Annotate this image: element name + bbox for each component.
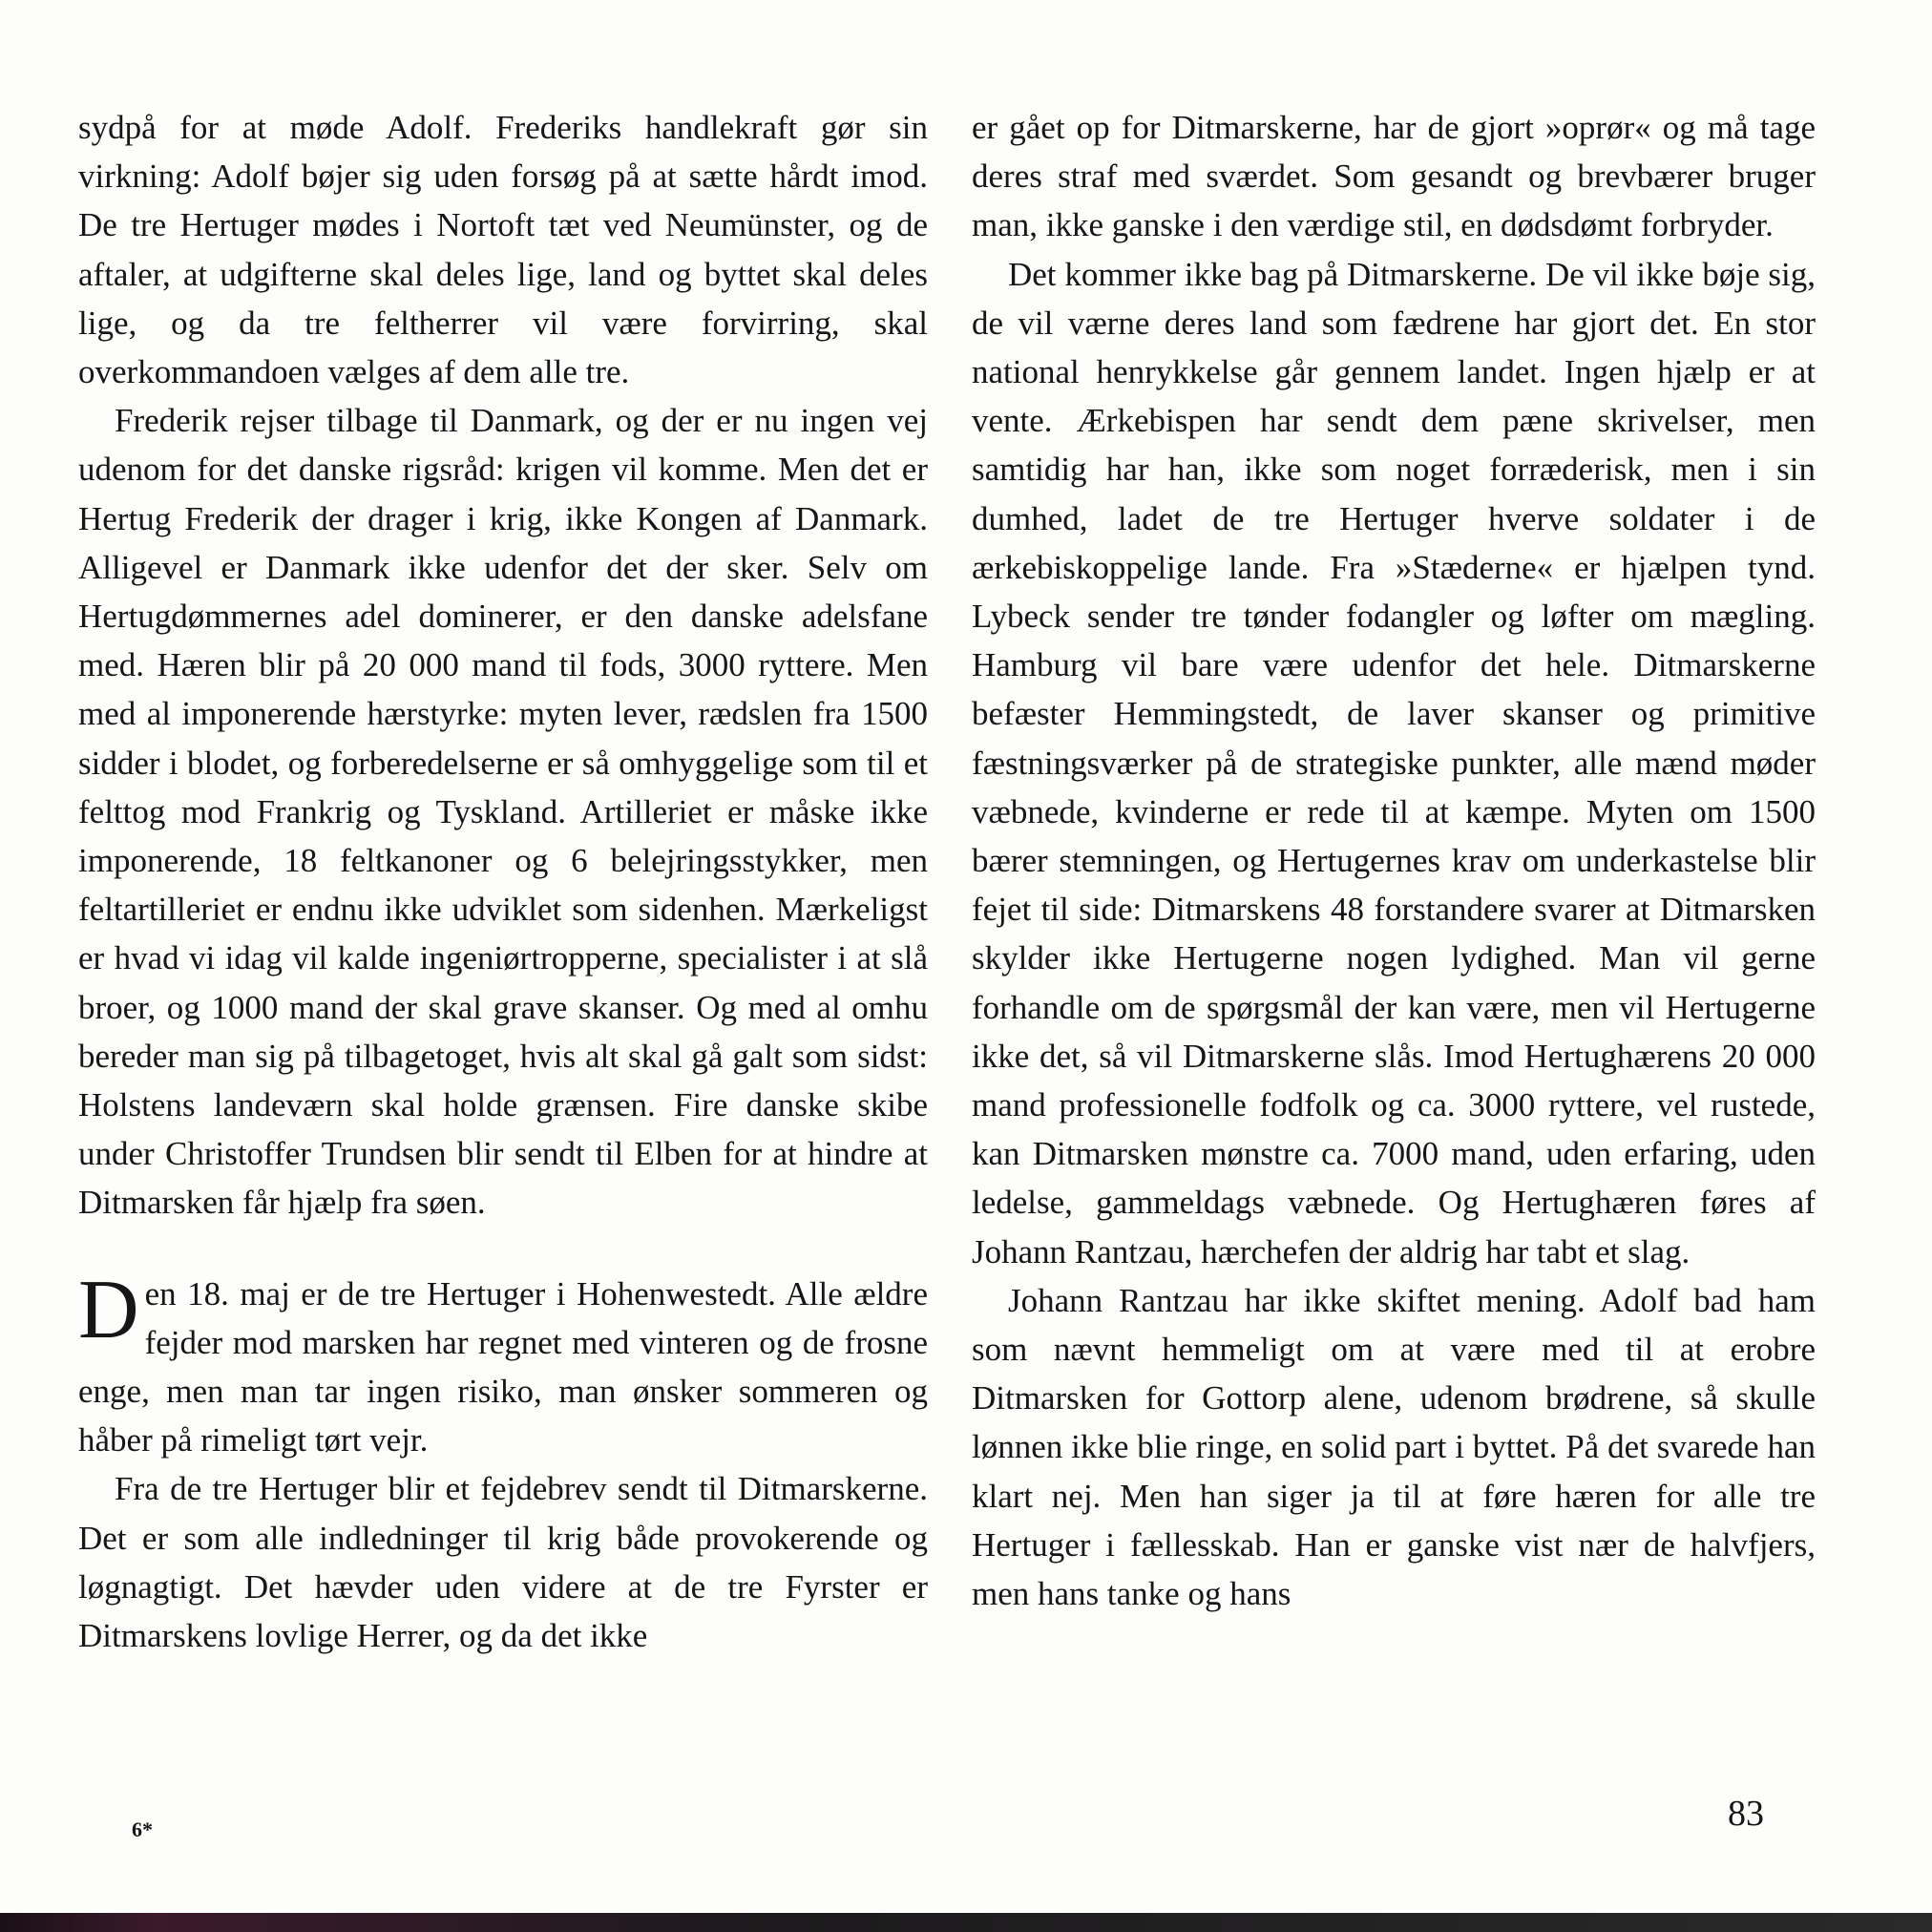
paragraph (78, 396, 928, 1227)
paragraph-text: en 18. maj er de tre Hertuger i Hohenwestedt. Alle ældre fejder mod marsken har regnet med vinteren og de frosne enge, men man tar ingen risiko, man ønsker sommeren og håber på rimeligt tørt vejr. (78, 1274, 928, 1460)
paragraph (972, 250, 1816, 1276)
paragraph-text: sydpå for at møde Adolf. Frederiks handlekraft gør sin virkning: Adolf bøjer sig uden forsøg på at sætte hårdt imod. De tre Hertuger mødes i Nortoft tæt ved Neumünster, og de aftaler, at udgifterne skal deles lige, land og byttet skal deles lige, og da tre feltherrer vil være forvirring, skal overkommandoen vælges af dem alle tre. (78, 109, 928, 391)
paragraph-text: er gået op for Ditmarskerne, har de gjort »oprør« og må tage deres straf med sværdet. Som gesandt og brevbærer bruger man, ikke ganske i den værdige stil, en dødsdømt forbryder. (972, 109, 1816, 244)
left-text-column (78, 103, 928, 1660)
paragraph (78, 1464, 928, 1660)
paragraph-text: Frederik rejser tilbage til Danmark, og der er nu ingen vej udenom for det danske rigsråd: krigen vil komme. Men det er Hertug Frederik der drager i krig, ikke Kongen af Danmark. Alligevel er Danmark ikke udenfor det der sker. Selv om Hertugdømmernes adel dominerer, er den danske adelsfane med. Hæren blir på 20 000 mand til fods, 3000 ryttere. Men med al imponerende hærstyrke: myten lever, rædslen fra 1500 sidder i blodet, og forberedelserne er så omhyggelige som til et felttog mod Frankrig og Tyskland. Artilleriet er måske ikke imponerende, 18 feltkanoner og 6 belejringsstykker, men feltartilleriet er endnu ikke udviklet som sidenhen. Mærkeligst er hvad vi idag vil kalde ingeniørtropperne, specialister i at slå broer, og 1000 mand der skal grave skanser. Og med al omhu bereder man sig på tilbagetoget, hvis alt skal gå galt som sidst: Holstens landeværn skal holde grænsen. Fire danske skibe under Christoffer Trundsen blir sendt til Elben for at hindre at Ditmarsken får hjælp fra søen. (78, 402, 928, 1222)
right-text-column (972, 103, 1816, 1618)
paragraph-text: Det kommer ikke bag på Ditmarskerne. De vil ikke bøje sig, de vil værne deres land som fædrene har gjort det. En stor national henrykkelse går gennem landet. Ingen hjælp er at vente. Ærkebispen har sendt dem pæne skrivelser, men samtidig har han, ikke som noget forræderisk, men i sin dumhed, ladet de tre Hertuger hverve soldater i de ærkebiskoppelige lande. Fra »Stæderne« er hjælpen tynd. Lybeck sender tre tønder fodangler og løfter om mægling. Hamburg vil bare være udenfor det hele. Ditmarskerne befæster Hemmingstedt, de laver skanser og primitive fæstningsværker på de strategiske punkter, alle mænd møder væbnede, kvinderne er rede til at kæmpe. Myten om 1500 bærer stemningen, og Hertugernes krav om underkastelse blir fejet til side: Ditmarskens 48 forstandere svarer at Ditmarsken skylder ikke Hertugerne nogen lydighed. Man vil gerne forhandle om de spørgsmål der kan være, men vil Hertugerne ikke det, så vil Ditmarskerne slås. Imod Hertughærens 20 000 mand professionelle fodfolk og ca. 3000 ryttere, vel rustede, kan Ditmarsken mønstre ca. 7000 mand, uden erfaring, uden ledelse, gammeldags væbnede. Og Hertughæren føres af Johann Rantzau, hærchefen der aldrig har tabt et slag. (972, 255, 1816, 1270)
paragraph-text: Johann Rantzau har ikke skiftet mening. Adolf bad ham som nævnt hemmeligt om at være med til at erobre Ditmarsken for Gottorp alene, udenom brødrene, så skulle lønnen ikke blie ringe, en solid part i byttet. På det svarede han klart nej. Men han siger ja til at føre hæren for alle tre Hertuger i fællesskab. Han er ganske vist nær de halvfjers, men hans tanke og hans (972, 1281, 1816, 1613)
paragraph (972, 1276, 1816, 1618)
page-number: 83 (1728, 1794, 1764, 1834)
printer-signature-mark: 6* (132, 1817, 153, 1841)
paragraph (78, 103, 928, 396)
paragraph-text: Fra de tre Hertuger blir et fejdebrev sendt til Ditmarskerne. Det er som alle indledninger til krig både provokerende og løgnagtigt. Det hævder uden videre at de tre Fyrster er Ditmarskens lovlige Herrer, og da det ikke (78, 1470, 928, 1655)
paragraph (972, 103, 1816, 250)
drop-cap: D (78, 1263, 139, 1356)
book-bottom-edge (0, 1913, 1932, 1932)
paragraph (78, 1263, 928, 1465)
